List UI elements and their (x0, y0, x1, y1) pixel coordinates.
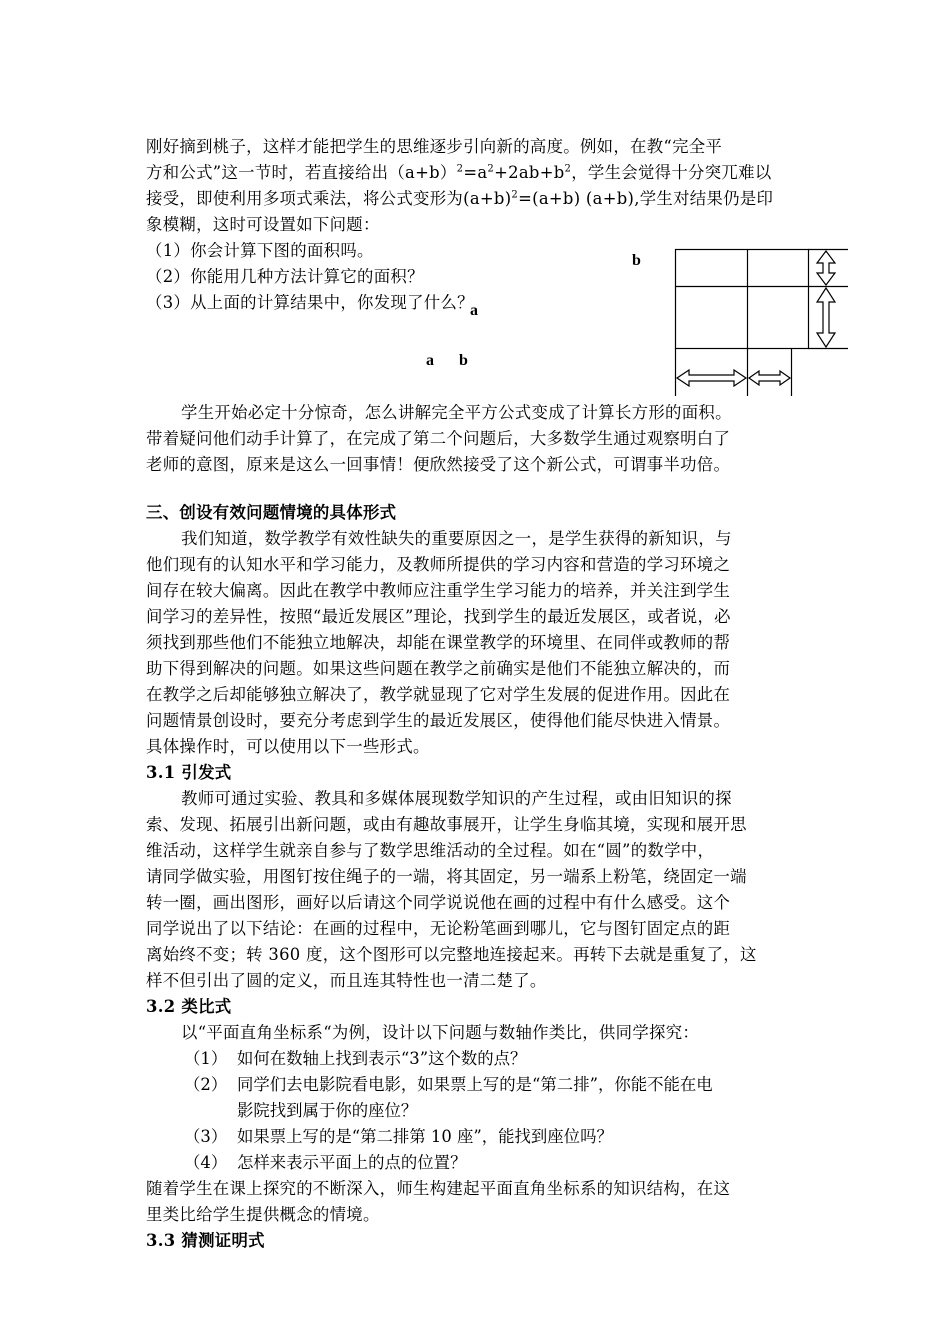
section-3-2-heading: 3.2 类比式 (146, 997, 232, 1016)
section-3-2-closing-1: 随着学生在课上探究的不断深入，师生构建起平面直角坐标系的知识结构，在这 (146, 1179, 731, 1198)
list-item-text: 如何在数轴上找到表示“3”这个数的点？ (237, 1049, 527, 1068)
question-1: （1）你会计算下图的面积吗。 (146, 241, 374, 260)
list-item-number: （4） (184, 1153, 228, 1172)
figure-label-a-middle: a (470, 302, 478, 319)
para-after-figure-2: 带着疑问他们动手计算了，在完成了第二个问题后，大多数学生通过观察明白了 (146, 429, 731, 448)
section-3-1-line-8: 样不但引出了圆的定义，而且连其特性也一清二楚了。 (146, 971, 547, 990)
section-3-1-line-4: 请同学做实验，用图钉按住绳子的一端，将其固定，另一端系上粉笔，绕固定一端 (146, 867, 747, 886)
section-3-1-line-3: 维活动，这样学生就亲自参与了数学思维活动的全过程。如在“圆”的数学中， (146, 841, 715, 860)
figure-label-b-side: b (632, 252, 641, 269)
section-3-1-heading: 3.1 引发式 (146, 763, 232, 782)
intro-line-4: 象模糊，这时可设置如下问题： (146, 215, 380, 234)
section-3-1-line-1: 教师可通过实验、教具和多媒体展现数学知识的产生过程，或由旧知识的探 (181, 789, 732, 808)
section-3-1-line-7: 离始终不变；转 360 度，这个图形可以完整地连接起来。再转下去就是重复了，这 (146, 945, 757, 964)
vertical-arrow-top (817, 251, 835, 285)
section-3-2-intro: 以“平面直角坐标系“为例，设计以下问题与数轴作类比，供同学探究： (181, 1023, 700, 1042)
section-3-1-line-6: 同学说出了以下结论：在画的过程中，无论粉笔画到哪儿，它与图钉固定点的距 (146, 919, 731, 938)
section-3-line-3: 间存在较大偏离。因此在教学中教师应注重学生学习能力的培养，并关注到学生 (146, 581, 731, 600)
section-3-line-8: 问题情景创设时，要充分考虑到学生的最近发展区，使得他们能尽快进入情景。 (146, 711, 731, 730)
section-3-line-6: 助下得到解决的问题。如果这些问题在教学之前确实是他们不能独立解决的，而 (146, 659, 731, 678)
section-3-3-heading: 3.3 猜测证明式 (146, 1231, 265, 1250)
intro-line-1: 刚好摘到桃子，这样才能把学生的思维逐步引向新的高度。例如，在教“完全平 (146, 137, 723, 156)
section-3-line-5: 须找到那些他们不能独立地解决，却能在课堂教学的环境里、在同伴或教师的帮 (146, 633, 731, 652)
section-3-line-1: 我们知道，数学教学有效性缺失的重要原因之一，是学生获得的新知识，与 (181, 529, 732, 548)
intro-line-3: 接受，即使利用多项式乘法，将公式变形为$(a+b)^2=(a+b)$ (a+b),学生对结果仍是印 (146, 189, 774, 208)
para-after-figure-3: 老师的意图，原来是这么一回事情！便欣然接受了这个新公式，可谓事半功倍。 (146, 455, 731, 474)
list-item-text: 怎样来表示平面上的点的位置？ (237, 1153, 467, 1172)
square-diagram (660, 240, 860, 400)
list-item-continuation: 影院找到属于你的座位？ (237, 1101, 418, 1120)
section-3-line-2: 他们现有的认知水平和学习能力，及教师所提供的学习内容和营造的学习环境之 (146, 555, 731, 574)
outer-square (676, 250, 809, 349)
question-2: （2）你能用几种方法计算它的面积？ (146, 267, 424, 286)
list-item-text: 同学们去电影院看电影，如果票上写的是“第二排”，你能不能在电 (237, 1075, 713, 1094)
list-item-text: 如果票上写的是“第二排第 10 座”，能找到座位吗？ (237, 1127, 613, 1146)
section-3-heading: 三、创设有效问题情境的具体形式 (146, 503, 397, 522)
intro-line-2: 方和公式”这一节时，若直接给出$(a+b)^2=a^2+2ab+b^2$，学生会觉得十分突兀难以 (146, 163, 772, 182)
section-3-line-9: 具体操作时，可以使用以下一些形式。 (146, 737, 430, 756)
para-after-figure-1: 学生开始必定十分惊奇，怎么讲解完全平方公式变成了计算长方形的面积。 (181, 403, 732, 422)
horizontal-arrow-right (749, 371, 790, 385)
vertical-arrow-bottom (817, 288, 835, 347)
figure-label-b-bottom: b (459, 352, 468, 369)
list-item-number: （2） (184, 1075, 228, 1094)
section-3-1-line-5: 转一圈，画出图形，画好以后请这个同学说说他在画的过程中有什么感受。这个 (146, 893, 731, 912)
section-3-1-line-2: 索、发现、拓展引出新问题，或由有趣故事展开，让学生身临其境，实现和展开思 (146, 815, 747, 834)
list-item-number: （3） (184, 1127, 228, 1146)
section-3-2-closing-2: 里类比给学生提供概念的情境。 (146, 1205, 380, 1224)
section-3-line-7: 在教学之后却能够独立解决了，教学就显现了它对学生发展的促进作用。因此在 (146, 685, 731, 704)
figure-label-a-bottom: a (426, 352, 434, 369)
list-item-number: （1） (184, 1049, 228, 1068)
question-3: （3）从上面的计算结果中，你发现了什么？ (146, 293, 474, 312)
section-3-line-4: 间学习的差异性，按照“最近发展区”理论，找到学生的最近发展区，或者说，必 (146, 607, 731, 626)
horizontal-arrow-left (677, 370, 746, 386)
